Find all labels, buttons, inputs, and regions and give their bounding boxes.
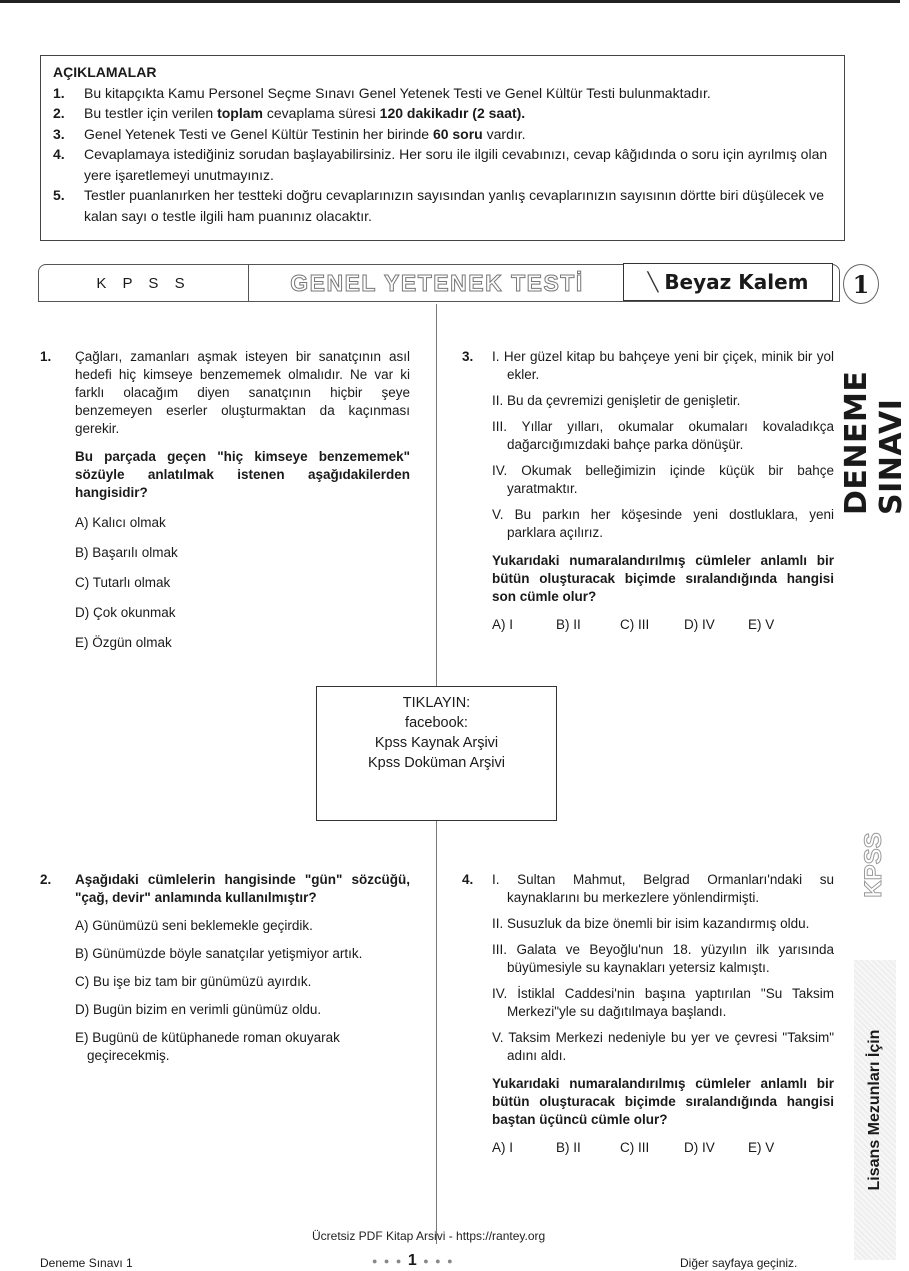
test-title: GENEL YETENEK TESTİ (290, 269, 584, 296)
source-footer-link[interactable]: Ücretsiz PDF Kitap Arsivi - https://rantey.org (312, 1229, 546, 1243)
instruction-item: 3. Genel Yetenek Testi ve Genel Kültür Testinin her birinde 60 soru vardır. (53, 125, 526, 142)
option-a[interactable]: A) I (492, 617, 514, 632)
option-b[interactable]: B) II (556, 617, 581, 632)
sentence-iii: III. Galata ve Beyoğlu'nun 18. yüzyılın ilk yarısında büyümesiyle su kaynakları yetersiz kalmıştı. (492, 942, 834, 975)
page-badge: 1 (843, 264, 879, 304)
option-d[interactable]: D) IV (684, 1140, 715, 1155)
instruction-item: 1. Bu kitapçıkta Kamu Personel Seçme Sınavı Genel Yetenek Testi ve Genel Kültür Testi bulunmaktadır. (53, 84, 711, 101)
sentence-iv: IV. İstiklal Caddesi'nin başına yaptırılan "Su Taksim Merkezi"yle su dağıtılmaya başlandı. (492, 986, 834, 1019)
sidebar (839, 300, 909, 1271)
pen-icon: ╲ (647, 271, 659, 293)
option-e[interactable]: E) Özgün olmak (75, 635, 172, 650)
sentence-i: I. Her güzel kitap bu bahçeye yeni bir çiçek, minik bir yol ekler. (492, 349, 834, 382)
option-a[interactable]: A) Kalıcı olmak (75, 515, 166, 530)
question-stem: Bu parçada geçen "hiç kimseye benzememek" sözüyle anlatılmak istenen aşağıdakilerden hangisidir? (75, 449, 410, 500)
sentence-iv: IV. Okumak belleğimizin içinde küçük bir bahçe yaratmaktır. (492, 463, 834, 496)
sidebar-kpss-logo: KPSS (860, 832, 887, 898)
option-d[interactable]: D) Bugün bizim en verimli günümüz oldu. (75, 1002, 322, 1017)
option-c[interactable]: C) Tutarlı olmak (75, 575, 171, 590)
instructions-title: AÇIKLAMALAR (53, 64, 157, 80)
sidebar-deneme-label: DENEME SINAVI (839, 370, 909, 515)
facebook-notice-box[interactable]: TIKLAYIN: facebook: Kpss Kaynak Arşivi Kpss Doküman Arşivi (316, 686, 557, 821)
question-3: 3. I. Her güzel kitap bu bahçeye yeni bir çiçek, minik bir yol ekler. II. Bu da çevremizi genişletir de genişletir. III. Yıllar yılları, okumalar okumaları kovaladıkça dağarcığımızdaki bahçe parka dönüşür. IV. Okumak belleğimizin içinde küçük bir bahçe yaratmaktır. V. Bu parkın her köşesinde yeni dostluklara, yeni parklara açılırız. Yukarıdaki numaralandırılmış cümleler anlamlı bir bütün oluşturacak biçimde sıralandığında hangisi son cümle olur? A) I B) II C) III D) IV E) V (462, 349, 834, 632)
option-a[interactable]: A) I (492, 1140, 514, 1155)
sentence-ii: II. Bu da çevremizi genişletir de genişletir. (492, 393, 741, 408)
option-c[interactable]: C) III (620, 1140, 650, 1155)
option-b[interactable]: B) Günümüzde böyle sanatçılar yetişmiyor artık. (75, 946, 363, 961)
footer-page-number: ● ● ● 1 ● ● ● (372, 1252, 455, 1269)
sentence-v: V. Bu parkın her köşesinde yeni dostluklara, yeni parklara açılırız. (492, 507, 834, 540)
footer-next-page: Diğer sayfaya geçiniz. (680, 1256, 798, 1270)
brand-logo: ╲ Beyaz Kalem (623, 263, 833, 301)
test-header (38, 264, 840, 302)
instruction-item: 5. Testler puanlanırken her testteki doğru cevaplarınızın sayısından yanlış cevaplarınızın sayısının dörtte biri düşülecek ve kalan sayı o testle ilgili ham puanınız olacaktır. (53, 187, 825, 224)
question-4: 4. I. Sultan Mahmut, Belgrad Ormanları'ndaki su kaynaklarını bu merkezlere yönlendirmişti. II. Susuzluk da bize önemli bir isim kazandırmış oldu. III. Galata ve Beyoğlu'nun 18. yüzyılın ilk yarısında büyümesiyle su kaynakları yetersiz kalmıştı. IV. İstiklal Caddesi'nin başına yaptırılan "Su Taksim Merkezi"yle su dağıtılmaya başlandı. V. Taksim Merkezi nedeniyle bu yer ve çevresi "Taksim" adını aldı. Yukarıdaki numaralandırılmış cümleler anlamlı bir bütün oluşturacak biçimde sıralandığında hangisi baştan üçüncü cümle olur? A) I B) II C) III D) IV E) V (462, 872, 834, 1155)
dots-icon: ● ● ● (372, 1255, 408, 1266)
option-d[interactable]: D) IV (684, 617, 715, 632)
option-e[interactable]: E) Bugünü de kütüphanede roman okuyarak geçirecekmiş. (75, 1030, 340, 1063)
option-d[interactable]: D) Çok okunmak (75, 605, 176, 620)
instruction-item: 2. Bu testler için verilen toplam cevaplama süresi 120 dakikadır (2 saat). (53, 105, 526, 121)
top-rule (0, 0, 900, 3)
option-e[interactable]: E) V (748, 617, 775, 632)
option-c[interactable]: C) Bu işe biz tam bir günümüzü ayırdık. (75, 974, 312, 989)
options-row (492, 616, 834, 634)
option-c[interactable]: C) III (620, 617, 650, 632)
sentence-iii: III. Yıllar yılları, okumalar okumaları kovaladıkça dağarcığımızdaki bahçe parka dönüşür. (492, 419, 834, 452)
question-stem: Aşağıdaki cümlelerin hangisinde "gün" sözcüğü, "çağ, devir" anlamında kullanılmıştır? (75, 872, 410, 905)
options-row (492, 1139, 834, 1157)
question-2: 2. Aşağıdaki cümlelerin hangisinde "gün" sözcüğü, "çağ, devir" anlamında kullanılmıştır? A) Günümüzü seni beklemekle geçirdik. B) Günümüzde böyle sanatçılar yetişmiyor artık. C) Bu işe biz tam bir günümüzü ayırdık. D) Bugün bizim en verimli günümüz oldu. E) Bugünü de kütüphanede roman okuyarak geçirecekmiş. (40, 872, 410, 1063)
sidebar-lisans-label: Lisans Mezunları İçin (854, 960, 896, 1260)
option-e[interactable]: E) V (748, 1140, 775, 1155)
exam-label: K P S S (39, 265, 249, 301)
option-a[interactable]: A) Günümüzü seni beklemekle geçirdik. (75, 918, 313, 933)
sentence-ii: II. Susuzluk da bize önemli bir isim kazandırmış oldu. (492, 916, 810, 931)
dots-icon: ● ● ● (418, 1255, 455, 1266)
question-paragraph: Çağları, zamanları aşmak isteyen bir sanatçının asıl hedefi hiç kimseye benzememek olmalıdır. Ne var ki farklı olacağım diyen sanatçının hiçbir şeye benzemeyen eserler oluşturmaktan da kaçınması gerekir. (75, 349, 410, 436)
instruction-item: 4. Cevaplamaya istediğiniz sorudan başlayabilirsiniz. Her soru ile ilgili cevabınızı, cevap kâğıdında o soru için ayrılmış olan yere işaretlemeyi unutmayınız. (53, 146, 828, 183)
option-b[interactable]: B) II (556, 1140, 581, 1155)
option-b[interactable]: B) Başarılı olmak (75, 545, 178, 560)
footer-exam-name: Deneme Sınavı 1 (40, 1256, 133, 1270)
sentence-i: I. Sultan Mahmut, Belgrad Ormanları'ndaki su kaynaklarını bu merkezlere yönlendirmişti. (492, 872, 834, 905)
question-stem: Yukarıdaki numaralandırılmış cümleler anlamlı bir bütün oluşturacak biçimde sıralandığında hangisi son cümle olur? (492, 553, 834, 604)
sentence-v: V. Taksim Merkezi nedeniyle bu yer ve çevresi "Taksim" adını aldı. (492, 1030, 834, 1063)
instructions-box (40, 55, 845, 241)
question-stem: Yukarıdaki numaralandırılmış cümleler anlamlı bir bütün oluşturacak biçimde sıralandığında hangisi baştan üçüncü cümle olur? (492, 1076, 834, 1127)
question-1: 1. Çağları, zamanları aşmak isteyen bir sanatçının asıl hedefi hiç kimseye benzememek olmalıdır. Ne var ki farklı olacağım diyen sanatçının hiçbir şeye benzemeyen eserler oluşturmaktan da kaçınması gerekir. Bu parçada geçen "hiç kimseye benzememek" sözüyle anlatılmak istenen aşağıdakilerden hangisidir? A) Kalıcı olmak B) Başarılı olmak C) Tutarlı olmak D) Çok okunmak E) Özgün olmak (40, 349, 410, 650)
